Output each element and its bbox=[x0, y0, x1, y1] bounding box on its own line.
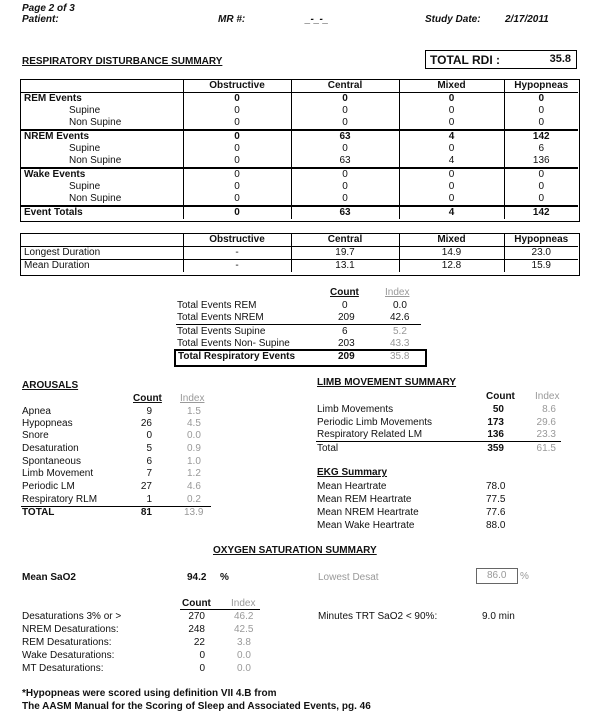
rds-cell: 0 bbox=[538, 193, 545, 204]
dur-cell: - bbox=[183, 247, 291, 260]
arousal-label: Spontaneous bbox=[22, 456, 81, 467]
arousals-count-header: Count bbox=[133, 393, 162, 404]
col-hypopneas: Hypopneas bbox=[504, 80, 578, 93]
rds-cell: 0 bbox=[183, 206, 291, 219]
arousal-label: Limb Movement bbox=[22, 468, 94, 479]
desat-index: 42.5 bbox=[234, 624, 254, 635]
dur-cell: 19.7 bbox=[291, 247, 399, 260]
total-rdi-label: TOTAL RDI : bbox=[430, 53, 500, 67]
limb-title: LIMB MOVEMENT SUMMARY bbox=[317, 377, 457, 388]
ekg-value: 77.6 bbox=[486, 507, 506, 518]
arousal-count: 9 bbox=[146, 406, 152, 417]
rds-cell: 0 bbox=[538, 93, 545, 104]
oxygen-title: OXYGEN SATURATION SUMMARY bbox=[213, 545, 377, 556]
page-number: Page 2 of 3 bbox=[22, 3, 75, 14]
rds-cell: 0 bbox=[183, 117, 291, 130]
dur-cell: 14.9 bbox=[399, 247, 504, 260]
trt-value: 9.0 min bbox=[482, 611, 515, 622]
events-index: 5.2 bbox=[393, 326, 407, 337]
events-divider bbox=[176, 324, 421, 325]
oxygen-header-divider bbox=[180, 609, 260, 610]
total-rdi-box bbox=[425, 50, 577, 69]
rds-row-label: Event Totals bbox=[21, 206, 183, 219]
limb-label: Periodic Limb Movements bbox=[317, 417, 433, 428]
dur-cell: 12.8 bbox=[399, 260, 504, 273]
desat-count: 248 bbox=[188, 624, 205, 635]
arousal-count: 0 bbox=[146, 430, 152, 441]
rds-cell: 0 bbox=[399, 143, 504, 155]
events-count: 6 bbox=[342, 326, 348, 337]
rds-cell: 6 bbox=[538, 143, 545, 154]
rds-cell: 0 bbox=[291, 168, 399, 181]
arousal-index: 0.0 bbox=[187, 430, 201, 441]
rds-cell: 0 bbox=[291, 193, 399, 206]
dur-row-label: Longest Duration bbox=[21, 247, 183, 260]
rds-cell: 0 bbox=[399, 193, 504, 206]
rds-row-label: Non Supine bbox=[21, 117, 183, 130]
arousal-index: 0.2 bbox=[187, 494, 201, 505]
limb-total-count: 359 bbox=[487, 443, 504, 454]
arousal-count: 27 bbox=[140, 481, 152, 492]
rds-table bbox=[21, 80, 578, 219]
events-label: Total Events REM bbox=[177, 300, 257, 311]
dur-cell: 15.9 bbox=[531, 260, 551, 271]
arousal-label: Periodic LM bbox=[22, 481, 75, 492]
rds-cell: 4 bbox=[399, 155, 504, 168]
arousal-label: Hypopneas bbox=[22, 418, 73, 429]
arousal-index: 4.6 bbox=[187, 481, 201, 492]
desat-index: 3.8 bbox=[237, 637, 251, 648]
arousal-index: 1.0 bbox=[187, 456, 201, 467]
ekg-value: 88.0 bbox=[486, 520, 506, 531]
limb-index-header: Index bbox=[535, 391, 560, 402]
arousals-total-count: 81 bbox=[140, 507, 152, 518]
rds-cell: 63 bbox=[291, 155, 399, 168]
limb-total-label: Total bbox=[317, 443, 339, 454]
events-count: 209 bbox=[338, 312, 355, 323]
footnote-line1: *Hypopneas were scored using definition VII 4.B from bbox=[22, 688, 277, 699]
lowest-desat-box bbox=[476, 568, 518, 584]
rds-cell: 0 bbox=[538, 105, 545, 116]
arousal-index: 0.9 bbox=[187, 443, 201, 454]
ekg-label: Mean NREM Heartrate bbox=[317, 507, 419, 518]
ekg-value: 78.0 bbox=[486, 481, 506, 492]
rds-cell: 0 bbox=[183, 130, 291, 143]
rds-cell: 0 bbox=[291, 117, 399, 130]
lowest-desat-unit: % bbox=[520, 571, 529, 582]
rds-row-label: Non Supine bbox=[21, 155, 183, 168]
rds-cell: 0 bbox=[183, 168, 291, 181]
limb-divider bbox=[316, 441, 561, 442]
events-index-header: Index bbox=[385, 287, 410, 298]
arousal-count: 26 bbox=[140, 418, 152, 429]
ekg-label: Mean REM Heartrate bbox=[317, 494, 412, 505]
rds-cell: 0 bbox=[399, 168, 504, 181]
arousals-total-index: 13.9 bbox=[184, 507, 204, 518]
events-count: 0 bbox=[342, 300, 348, 311]
rds-cell: 0 bbox=[183, 181, 291, 193]
events-index: 35.8 bbox=[390, 351, 410, 362]
mr-label: MR #: bbox=[218, 14, 246, 25]
rds-row-label: Wake Events bbox=[21, 168, 183, 181]
rds-cell: 63 bbox=[291, 130, 399, 143]
rds-cell: 0 bbox=[538, 181, 545, 192]
rds-cell: 0 bbox=[291, 181, 399, 193]
desat-label: REM Desaturations: bbox=[22, 637, 112, 648]
study-date: 2/17/2011 bbox=[505, 14, 549, 25]
desat-count: 22 bbox=[193, 637, 205, 648]
rds-row-label: Supine bbox=[21, 181, 183, 193]
desat-count: 0 bbox=[199, 663, 205, 674]
arousal-index: 1.2 bbox=[187, 468, 201, 479]
rds-cell: 0 bbox=[183, 193, 291, 206]
events-label: Total Respiratory Events bbox=[178, 351, 296, 362]
arousal-label: Snore bbox=[22, 430, 49, 441]
ekg-label: Mean Wake Heartrate bbox=[317, 520, 415, 531]
dur-cell: 23.0 bbox=[531, 247, 551, 258]
arousal-label: Apnea bbox=[22, 406, 51, 417]
events-count-header: Count bbox=[330, 287, 359, 298]
mean-sao2-unit: % bbox=[220, 572, 229, 583]
limb-count: 50 bbox=[492, 404, 504, 415]
desat-count: 270 bbox=[188, 611, 205, 622]
limb-count: 173 bbox=[487, 417, 504, 428]
rds-cell: 0 bbox=[504, 168, 578, 181]
rds-cell: 0 bbox=[399, 105, 504, 117]
arousal-count: 5 bbox=[146, 443, 152, 454]
limb-count: 136 bbox=[487, 429, 504, 440]
rds-row-label: NREM Events bbox=[21, 130, 183, 143]
arousal-index: 1.5 bbox=[187, 406, 201, 417]
arousals-index-header: Index bbox=[180, 393, 205, 404]
limb-label: Respiratory Related LM bbox=[317, 429, 423, 440]
lowest-desat-value: 86.0 bbox=[487, 570, 507, 581]
rds-row-label: Supine bbox=[21, 143, 183, 155]
limb-index: 8.6 bbox=[542, 404, 556, 415]
oxygen-count-header: Count bbox=[182, 598, 211, 609]
desat-index: 46.2 bbox=[234, 611, 254, 622]
dur-col-mixed: Mixed bbox=[399, 234, 504, 247]
arousals-title: AROUSALS bbox=[22, 380, 79, 391]
limb-total-index: 61.5 bbox=[536, 443, 556, 454]
footnote-line2: The AASM Manual for the Scoring of Sleep and Associated Events, pg. 46 bbox=[22, 701, 371, 712]
dur-col-hypopneas: Hypopneas bbox=[504, 234, 578, 247]
dur-cell: - bbox=[183, 260, 291, 273]
events-label: Total Events Supine bbox=[177, 326, 266, 337]
rds-cell: 0 bbox=[183, 143, 291, 155]
study-date-label: Study Date: bbox=[425, 14, 481, 25]
arousal-label: Desaturation bbox=[22, 443, 79, 454]
arousal-count: 6 bbox=[146, 456, 152, 467]
events-index: 43.3 bbox=[390, 338, 410, 349]
mean-sao2-value: 94.2 bbox=[187, 572, 207, 583]
desat-index: 0.0 bbox=[237, 650, 251, 661]
desat-label: Wake Desaturations: bbox=[22, 650, 115, 661]
rds-cell: 0 bbox=[291, 93, 399, 106]
rds-cell: 0 bbox=[291, 143, 399, 155]
mr-value: _-_-_ bbox=[305, 14, 329, 25]
rds-row-label: REM Events bbox=[21, 93, 183, 106]
limb-count-header: Count bbox=[486, 391, 515, 402]
rds-cell: 142 bbox=[504, 206, 578, 219]
rds-cell: 0 bbox=[183, 93, 291, 106]
rds-cell: 136 bbox=[532, 155, 550, 166]
rds-cell: 0 bbox=[399, 181, 504, 193]
desat-index: 0.0 bbox=[237, 663, 251, 674]
limb-index: 29.6 bbox=[536, 417, 556, 428]
dur-col-central: Central bbox=[291, 234, 399, 247]
duration-table bbox=[21, 234, 578, 272]
rds-title: RESPIRATORY DISTURBANCE SUMMARY bbox=[22, 56, 223, 67]
ekg-title: EKG Summary bbox=[317, 467, 388, 478]
events-count: 203 bbox=[338, 338, 355, 349]
events-label: Total Events NREM bbox=[177, 312, 264, 323]
total-rdi-value: 35.8 bbox=[549, 53, 571, 65]
arousal-index: 4.5 bbox=[187, 418, 201, 429]
events-label: Total Events Non- Supine bbox=[177, 338, 290, 349]
events-index: 0.0 bbox=[393, 300, 407, 311]
limb-index: 23.3 bbox=[536, 429, 556, 440]
desat-label: MT Desaturations: bbox=[22, 663, 104, 674]
desat-label: NREM Desaturations: bbox=[22, 624, 119, 635]
lowest-desat-label: Lowest Desat bbox=[318, 572, 379, 583]
limb-label: Limb Movements bbox=[317, 404, 394, 415]
events-index: 42.6 bbox=[390, 312, 410, 323]
ekg-value: 77.5 bbox=[486, 494, 506, 505]
ekg-label: Mean Heartrate bbox=[317, 481, 387, 492]
patient-label: Patient: bbox=[22, 14, 59, 25]
rds-cell: 0 bbox=[291, 105, 399, 117]
arousal-label: Respiratory RLM bbox=[22, 494, 98, 505]
rds-cell: 0 bbox=[399, 117, 504, 130]
events-count: 209 bbox=[338, 351, 355, 362]
arousals-total-label: TOTAL bbox=[22, 507, 55, 518]
desat-label: Desaturations 3% or > bbox=[22, 611, 122, 622]
desat-count: 0 bbox=[199, 650, 205, 661]
dur-cell: 13.1 bbox=[291, 260, 399, 273]
rds-cell: 0 bbox=[399, 93, 504, 106]
oxygen-index-header: Index bbox=[231, 598, 256, 609]
col-central: Central bbox=[291, 80, 399, 93]
rds-row-label: Non Supine bbox=[21, 193, 183, 206]
rds-cell: 142 bbox=[504, 130, 578, 143]
arousal-count: 7 bbox=[146, 468, 152, 479]
mean-sao2-label: Mean SaO2 bbox=[22, 572, 76, 583]
trt-label: Minutes TRT SaO2 < 90%: bbox=[318, 611, 438, 622]
rds-cell: 0 bbox=[183, 155, 291, 168]
rds-row-label: Supine bbox=[21, 105, 183, 117]
rds-cell: 0 bbox=[538, 117, 545, 128]
rds-cell: 63 bbox=[291, 206, 399, 219]
dur-row-label: Mean Duration bbox=[21, 260, 183, 273]
rds-cell: 4 bbox=[399, 206, 504, 219]
col-obstructive: Obstructive bbox=[183, 80, 291, 93]
col-mixed: Mixed bbox=[399, 80, 504, 93]
arousal-count: 1 bbox=[146, 494, 152, 505]
rds-cell: 0 bbox=[183, 105, 291, 117]
dur-col-obstructive: Obstructive bbox=[183, 234, 291, 247]
rds-cell: 4 bbox=[399, 130, 504, 143]
